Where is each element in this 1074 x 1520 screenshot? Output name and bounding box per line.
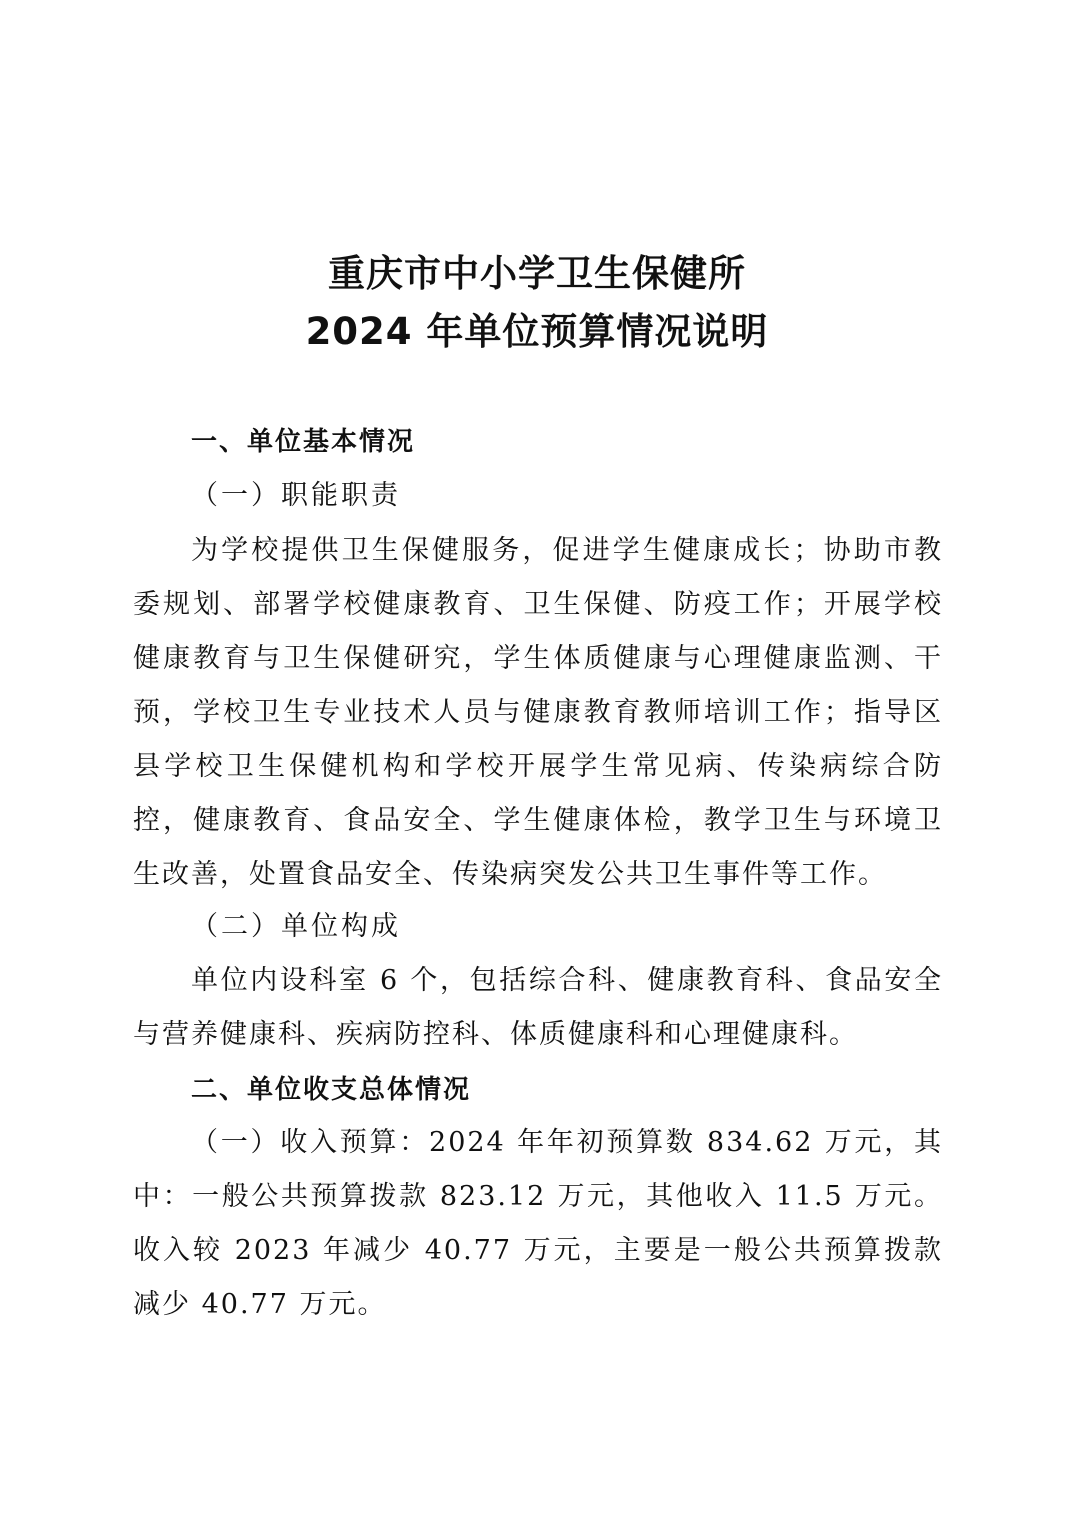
section1-sub1-paragraph: 为学校提供卫生保健服务，促进学生健康成长；协助市教委规划、部署学校健康教育、卫生保健、防疫工作；开展学校健康教育与卫生保健研究，学生体质健康与心理健康监测、干预，学校卫生专业技术人员与健康教育教师培训工作；指导区县学校卫生保健机构和学校开展学生常见病、传染病综合防控，健康教育、食品安全、学生健康体检，教学卫生与环境卫生改善，处置食品安全、传染病突发公共卫生事件等工作。 — [133, 535, 943, 890]
section2-heading: 二、单位收支总体情况 — [191, 1075, 472, 1105]
section2-sub1-paragraph: （一）收入预算：2024 年年初预算数 834.62 万元，其中：一般公共预算拨款 823.12 万元，其他收入 11.5 万元。收入较 2023 年减少 40.77 万元，主要是一般公共预算拨款减少 40.77 万元。 — [133, 1127, 943, 1320]
section1-sub2-heading: （二）单位构成 — [191, 911, 401, 942]
section1-sub2-paragraph: 单位内设科室 6 个，包括综合科、健康教育科、食品安全与营养健康科、疾病防控科、体质健康科和心理健康科。 — [133, 965, 943, 1050]
section1-heading: 一、单位基本情况 — [191, 427, 416, 457]
section1-sub1-heading: （一）职能职责 — [191, 480, 401, 511]
document-title-line2: 2024 年单位预算情况说明 — [305, 310, 769, 353]
document-title-line1: 重庆市中小学卫生保健所 — [328, 252, 746, 295]
